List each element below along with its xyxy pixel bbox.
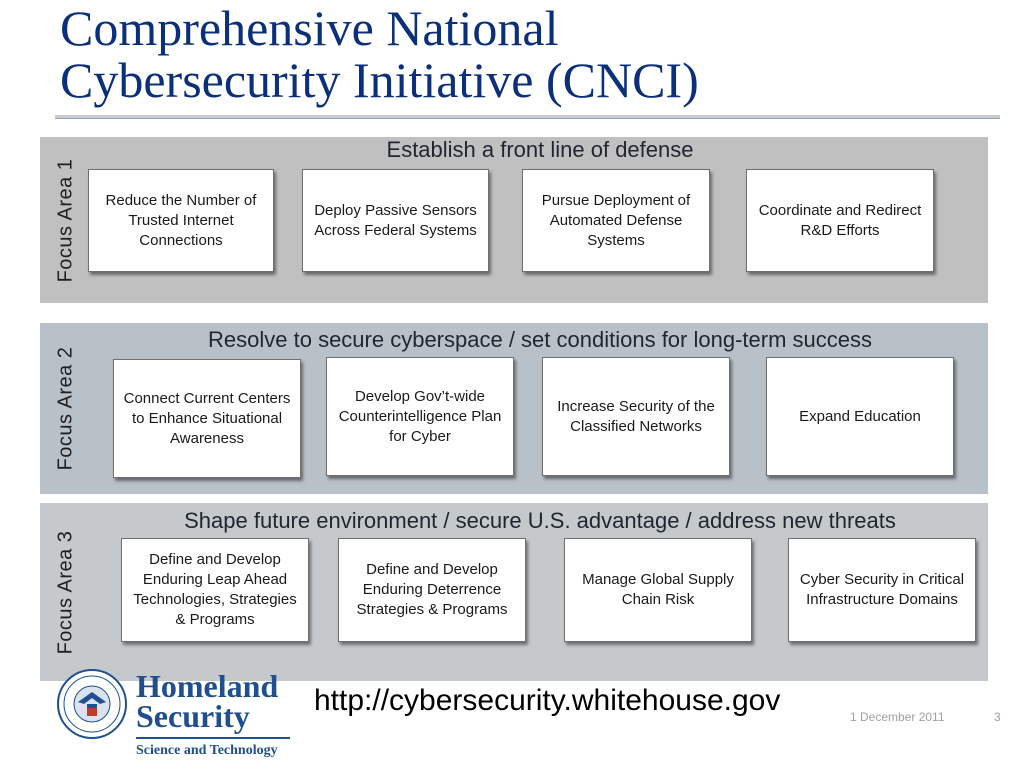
logo-subtitle: Science and Technology xyxy=(136,743,278,758)
focus-area-3-card-4: Cyber Security in Critical Infrastructure Domains xyxy=(788,538,976,642)
focus-area-2-card-1: Connect Current Centers to Enhance Situational Awareness xyxy=(113,359,301,478)
page-number: 3 xyxy=(994,710,1001,724)
focus-area-2-label-wrap xyxy=(40,323,92,494)
focus-area-2-card-2: Develop Gov’t-wide Counterintelligence Plan for Cyber xyxy=(326,357,514,476)
focus-area-1-band xyxy=(40,137,988,303)
focus-area-2-band xyxy=(40,323,988,494)
focus-area-1-label-wrap xyxy=(40,137,92,303)
focus-area-2-card-4: Expand Education xyxy=(766,357,954,476)
footer-date: 1 December 2011 xyxy=(850,710,945,724)
focus-area-3-heading: Shape future environment / secure U.S. advantage / address new threats xyxy=(184,508,896,533)
focus-area-1-label: Focus Area 1 xyxy=(54,158,77,282)
slide-title-line1: Comprehensive National xyxy=(60,0,559,56)
focus-area-3-card-2: Define and Develop Enduring Deterrence Strategies & Programs xyxy=(338,538,526,642)
title-divider xyxy=(55,115,1000,119)
focus-area-1-card-3: Pursue Deployment of Automated Defense Systems xyxy=(522,169,710,272)
focus-area-3-card-3: Manage Global Supply Chain Risk xyxy=(564,538,752,642)
focus-area-1-heading: Establish a front line of defense xyxy=(386,137,694,162)
logo-divider xyxy=(136,737,290,739)
focus-area-1-card-2: Deploy Passive Sensors Across Federal Systems xyxy=(302,169,489,272)
focus-area-3-card-1: Define and Develop Enduring Leap Ahead Technologies, Strategies & Programs xyxy=(121,538,309,642)
focus-area-3-label-wrap xyxy=(40,503,92,681)
dhs-seal-icon xyxy=(56,668,128,740)
footer-url-link[interactable]: http://cybersecurity.whitehouse.gov xyxy=(314,684,781,717)
focus-area-1-card-4: Coordinate and Redirect R&D Efforts xyxy=(746,169,934,272)
focus-area-3-label: Focus Area 3 xyxy=(54,530,77,654)
logo-wordmark-line2: Security xyxy=(136,698,250,734)
slide-title xyxy=(60,2,1000,106)
slide-title-line2: Cybersecurity Initiative (CNCI) xyxy=(60,52,699,108)
focus-area-2-heading: Resolve to secure cyberspace / set conditions for long-term success xyxy=(208,327,872,352)
focus-area-2-label: Focus Area 2 xyxy=(54,346,77,471)
focus-area-2-card-3: Increase Security of the Classified Networks xyxy=(542,357,730,476)
focus-area-3-band xyxy=(40,503,988,681)
focus-area-1-card-1: Reduce the Number of Trusted Internet Connections xyxy=(88,169,274,272)
logo-wordmark-line1: Homeland xyxy=(136,668,279,704)
